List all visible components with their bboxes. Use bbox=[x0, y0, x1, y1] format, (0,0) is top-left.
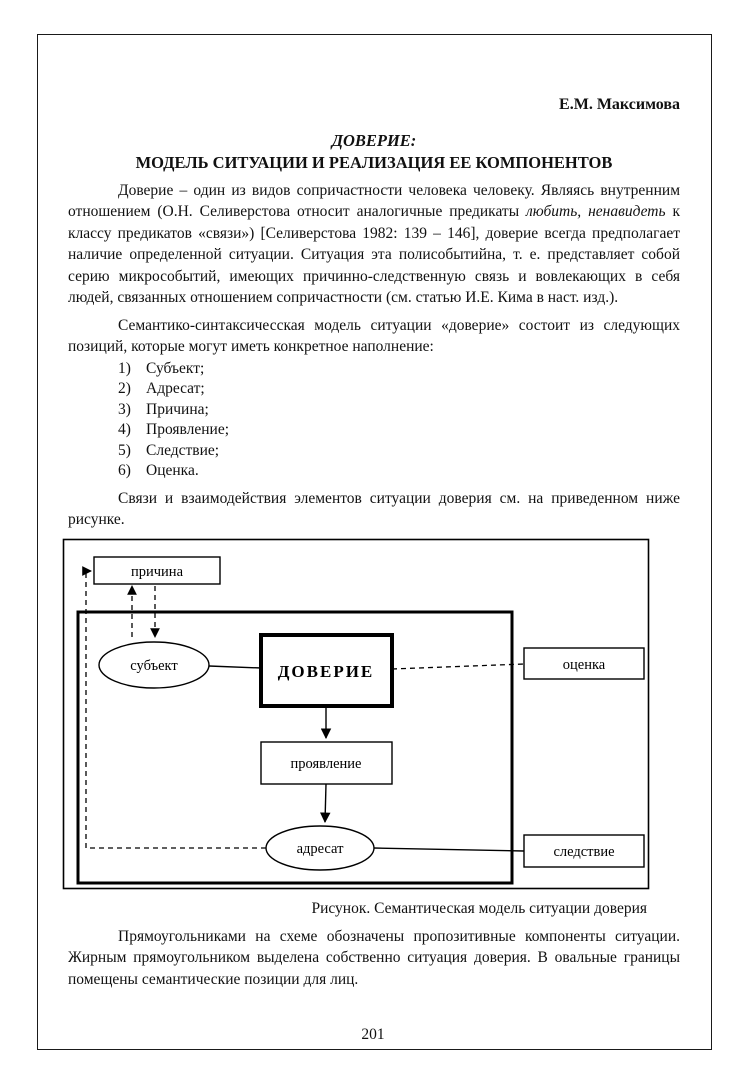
list-item bbox=[68, 400, 680, 421]
doverie-ocenka-dashed-link bbox=[392, 664, 524, 669]
author-name: Е.М. Максимова bbox=[559, 96, 680, 113]
paragraph-legend: Прямоугольниками на схеме обозначены пропозитивные компоненты ситуации. Жирным прямоугольником выделена собственно ситуация доверия. В овальные границы помещены семантические позиции для лиц. bbox=[68, 927, 680, 988]
positions-list bbox=[68, 359, 680, 482]
paragraph-see-figure: Связи и взаимодействия элементов ситуации доверия см. на приведенном ниже рисунке. bbox=[68, 489, 680, 528]
semantic-model-diagram bbox=[62, 538, 680, 898]
prichina-label: причина bbox=[130, 563, 184, 580]
list-item-label: Проявление; bbox=[146, 421, 230, 438]
list-item bbox=[68, 461, 680, 482]
list-item-label: Субъект; bbox=[146, 359, 205, 377]
adresat-sledstvie-link bbox=[374, 848, 524, 851]
list-item-number: 4) bbox=[118, 421, 131, 438]
list-item bbox=[68, 359, 680, 380]
list-item-label: Следствие; bbox=[146, 441, 220, 459]
paragraph-intro: Доверие – один из видов сопричастности человека человеку. Являясь внутренним отношением (О.Н. Селиверстова относит аналогичные предикаты любить, ненавидеть к классу предикатов «связи») [Селиверстова 1982: 139 – 146], доверие всегда предполагает наличие определенной ситуации. Ситуация эта полисобытийна, т. е. представляет собой серию микрособытий, имеющих причинно-следственную связь и вовлекающих в себя людей, связанных отношением сопричастности (см. статью И.Е. Кима в наст. изд.). bbox=[68, 181, 680, 306]
list-item-number: 3) bbox=[118, 400, 131, 418]
proyavlenie-label: проявление bbox=[290, 755, 362, 772]
list-item-label: Причина; bbox=[146, 400, 209, 418]
list-item bbox=[68, 420, 680, 441]
list-item-number: 5) bbox=[118, 441, 131, 459]
subekt-label: субъект bbox=[130, 657, 178, 674]
article-title-line1: ДОВЕРИЕ: bbox=[331, 130, 417, 150]
diagram-canvas bbox=[62, 538, 652, 891]
sledstvie-label: следствие bbox=[553, 843, 615, 860]
article-title-line2: МОДЕЛЬ СИТУАЦИИ И РЕАЛИЗАЦИЯ ЕЕ КОМПОНЕНТОВ bbox=[135, 152, 613, 172]
article-title bbox=[68, 130, 680, 174]
list-item-number: 6) bbox=[118, 462, 131, 479]
adresat-label: адресат bbox=[296, 840, 344, 857]
page-number: 201 bbox=[361, 1026, 385, 1043]
doverie-label: ДОВЕРИЕ bbox=[277, 661, 375, 681]
ocenka-label: оценка bbox=[562, 656, 606, 673]
list-item bbox=[68, 379, 680, 400]
page-content bbox=[68, 94, 680, 990]
paragraph-model: Семантико-синтаксичесская модель ситуации «доверие» состоит из следующих позиций, которые могут иметь конкретное наполнение: bbox=[68, 316, 680, 355]
list-item-label: Адресат; bbox=[146, 380, 205, 397]
list-item bbox=[68, 441, 680, 462]
list-item-label: Оценка. bbox=[146, 462, 199, 479]
list-item-number: 1) bbox=[118, 359, 131, 377]
subekt-doverie-link bbox=[209, 666, 261, 668]
proyavlenie-to-adresat-arrow bbox=[325, 784, 326, 822]
list-item-number: 2) bbox=[118, 380, 131, 397]
figure-caption: Рисунок. Семантическая модель ситуации доверия bbox=[311, 900, 647, 917]
